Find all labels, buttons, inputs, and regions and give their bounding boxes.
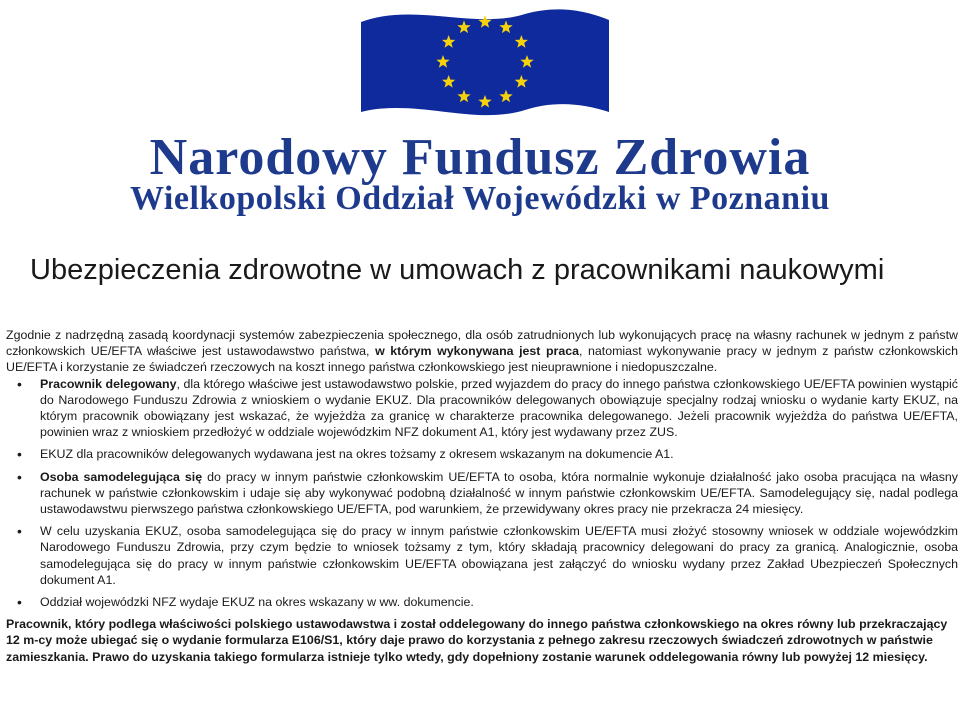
bullet-item xyxy=(6,469,958,518)
logo-title: Narodowy Fundusz Zdrowia xyxy=(149,129,811,186)
bullet-text: EKUZ dla pracowników delegowanych wydawana jest na okres tożsamy z okresem wskazanym na dokumencie A1. xyxy=(40,447,674,462)
bullet-item xyxy=(6,446,958,462)
intro-bold: w którym wykonywana jest praca xyxy=(375,344,580,359)
bullet-item xyxy=(6,594,958,610)
intro-paragraph xyxy=(6,327,958,376)
bullet-text: W celu uzyskania EKUZ, osoba samodelegująca się do pracy w innym państwie członkowskim UE/EFTA musi złożyć stosowny wniosek w oddziale wojewódzkim Narodowego Funduszu Zdrowia, przy czym będzie to wniosek tożsamy z tym, który składają pracownicy delegowani do pracy za granicą. Analogicznie, osoba samodelegująca się do pracy w innym państwie członkowskim UE/EFTA obowiązana jest załączyć do wniosku wydany przez Zakład Ubezpieczeń Społecznych dokument A1. xyxy=(40,524,958,587)
bullet-bold: Osoba samodelegująca się xyxy=(40,469,203,484)
bullet-bold: Pracownik delegowany xyxy=(40,376,177,391)
bullet-text: , dla którego właściwe jest ustawodawstwo polskie, przed wyjazdem do pracy do innego państwa członkowskiego UE/EFTA powinien wystąpić do Narodowego Funduszu Zdrowia z wnioskiem o wydanie EKUZ. Dla pracowników delegowanych obowiązuje specjalny rodzaj wniosku o wydanie karty EKUZ, na którym pracownik obowiązany jest wskazać, że wyjeżdża za granicę w charakterze pracownika delegowanego. Jeżeli pracownik wyjeżdża do państwa UE/EFTA, powinien wraz z wnioskiem przedłożyć w oddziale wojewódzkim NFZ dokument A1, który jest wydawany przez ZUS. xyxy=(40,376,958,440)
bullet-text: Oddział wojewódzki NFZ wydaje EKUZ na okres wskazany w ww. dokumencie. xyxy=(40,595,474,610)
footer-paragraph: Pracownik, który podlega właściwości polskiego ustawodawstwa i został oddelegowany do innego państwa członkowskiego na okres równy lub przekraczający 12 m-cy może ubiegać się o wydanie formularza E106/S1, który daje prawo do korzystania z pełnego zakresu rzeczowych świadczeń zdrowotnych w państwie zamieszkania. Prawo do uzyskania takiego formularza istnieje tylko wtedy, gdy dopełniony zostanie warunek oddelegowania równy lub powyżej 12 miesięcy. xyxy=(6,617,948,664)
intro-text-end: , natomiast wykonywanie pracy w jednym z państw członkowskich UE/EFTA i korzystanie ze świadczeń rzeczowych na koszt innego państwa członkowskiego jest nieuprawnione i niedopuszczalne. xyxy=(6,344,958,375)
bullet-item xyxy=(6,376,958,441)
intro-text: Zgodnie z nadrzędną zasadą koordynacji systemów zabezpieczenia społecznego, dla osób zatrudnionych lub wykonujących pracę na własny rachunek w jednym z państw członkowskich UE/EFTA właściwe jest ustawodawstwo państwa, xyxy=(6,328,958,359)
logo-subtitle: Wielkopolski Oddział Wojewódzki w Poznaniu xyxy=(130,180,830,217)
bullet-text: do pracy w innym państwie członkowskim UE/EFTA to osoba, która normalnie wykonuje działalność jako osoba pracująca na własny rachunek w państwie członkowskim i udaje się aby wykonywać podobną działalność w innym państwie członkowskim UE/EFTA. Samodelegujący się, nadal podlega ustawodawstwu pierwszego państwa członkowskiego UE/EFTA, pod warunkiem, że przewidywany okres pracy nie przekracza 24 miesięcy. xyxy=(40,469,958,517)
eu-flag xyxy=(355,0,615,132)
eu-flag-icon xyxy=(355,0,615,132)
bullet-list xyxy=(6,376,958,611)
document-body xyxy=(6,327,958,665)
bullet-item xyxy=(6,523,958,588)
page-title: Ubezpieczenia zdrowotne w umowach z pracownikami naukowymi xyxy=(30,254,885,286)
